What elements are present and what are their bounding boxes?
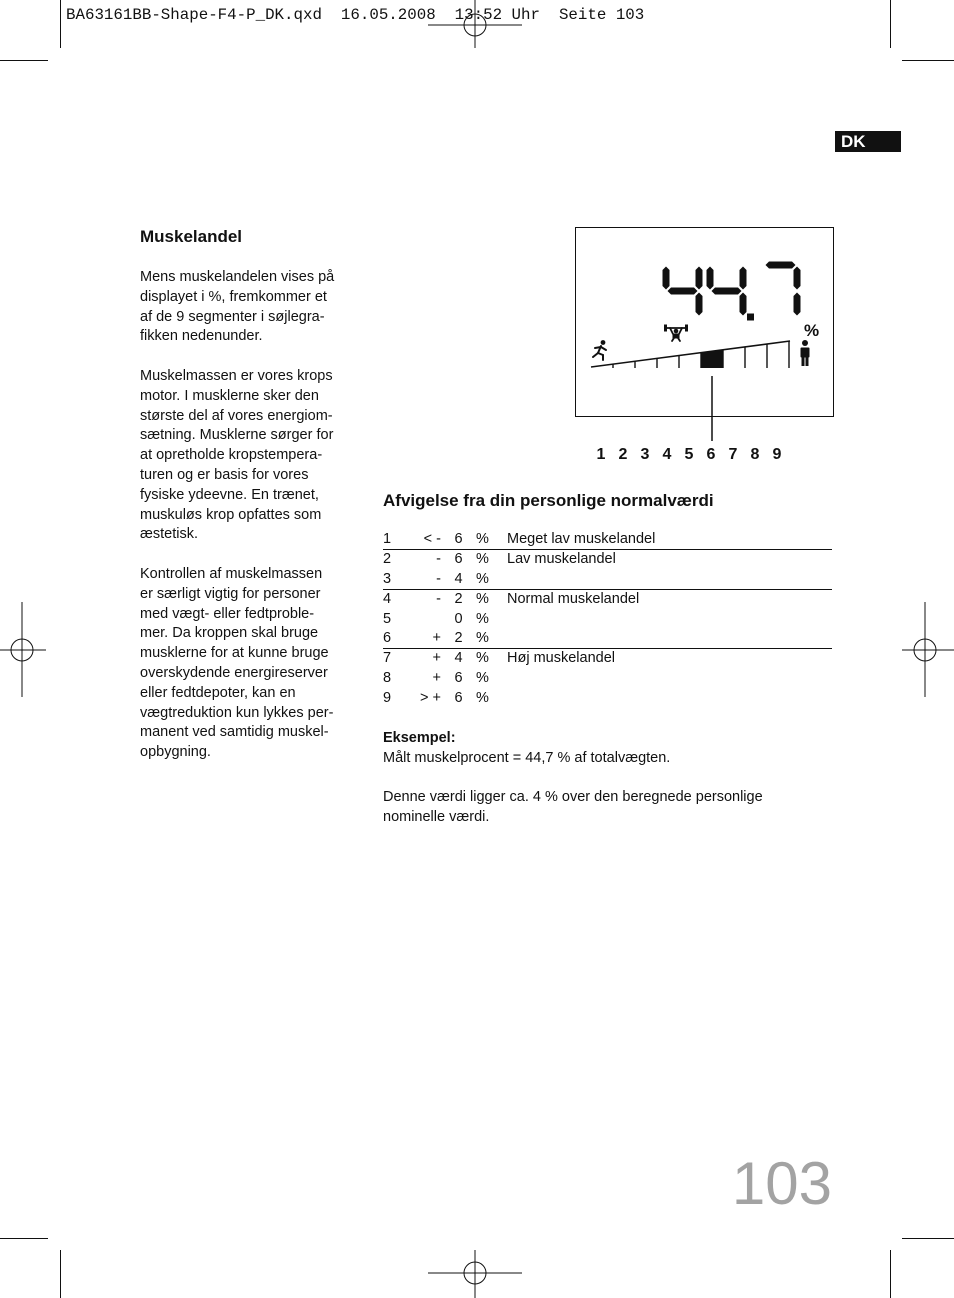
- category-label: Normal muskelandel: [507, 590, 640, 607]
- text-line: Mens muskelandelen vises på: [140, 269, 335, 285]
- deviation-value: 2: [454, 590, 463, 607]
- deviation-unit: %: [476, 670, 489, 687]
- scale-label: 5: [684, 446, 694, 463]
- text-line: overskydende energireserver: [140, 664, 328, 681]
- deviation-unit: %: [476, 570, 489, 587]
- lcd-segment: [712, 288, 742, 295]
- table-row: [383, 629, 832, 649]
- text-line: Kontrollen af muskelmassen: [140, 565, 323, 582]
- standing-person-icon: [801, 340, 810, 366]
- language-tab: DK: [835, 131, 901, 152]
- page-number: 103: [731, 1150, 832, 1217]
- example-paragraph: [383, 788, 832, 828]
- deviation-value: 6: [454, 670, 463, 687]
- scale-label: 9: [772, 446, 782, 463]
- lcd-unit: %: [804, 321, 820, 340]
- lcd-segment: [766, 262, 796, 269]
- body-paragraph: [140, 565, 360, 763]
- text-line: med vægt- eller fedtproble-: [140, 605, 315, 622]
- category-label: [507, 689, 832, 709]
- segment-number: 6: [383, 630, 392, 647]
- section-body: [140, 268, 360, 783]
- text-line: turen og er basis for vores: [140, 466, 309, 483]
- crop-mark-bottom-left: [0, 1239, 61, 1298]
- runner-icon: [593, 340, 606, 360]
- registration-mark-left: [0, 602, 46, 697]
- table-row: [383, 689, 832, 709]
- text-line: eller fedtdepoter, kan en: [140, 684, 296, 701]
- text-line: mer. Da kroppen skal bruge: [140, 625, 319, 642]
- segment-bar-graph: [591, 341, 790, 368]
- text-line: Muskelmassen er vores krops: [140, 367, 333, 384]
- deviation-sign: +: [432, 650, 441, 667]
- scale-label: 2: [618, 446, 628, 463]
- segment-scale-labels: [590, 445, 788, 465]
- deviation-sign: -: [436, 570, 441, 587]
- text-line: af de 9 segmenter i søjlegra-: [140, 308, 325, 325]
- deviation-sign: < -: [423, 531, 441, 547]
- lcd-segment: [794, 293, 801, 316]
- deviation-unit: %: [476, 690, 489, 707]
- category-label: Lav muskelandel: [507, 550, 616, 567]
- text-line: motor. I musklerne sker den: [140, 387, 319, 404]
- deviation-sign: +: [432, 670, 441, 687]
- text-line: opbygning.: [140, 744, 211, 761]
- scale-label: 3: [640, 446, 650, 463]
- text-line: displayet i %, fremkommer et: [140, 288, 327, 305]
- scale-label: 1: [596, 446, 606, 463]
- deviation-table: [383, 530, 832, 709]
- example-paragraph: [383, 749, 832, 769]
- deviation-sign: -: [436, 590, 441, 607]
- body-paragraph: [140, 268, 360, 347]
- registration-mark-bottom: [428, 1250, 522, 1298]
- text-line: muskuløs krop opfattes som: [140, 506, 322, 523]
- text-line: Denne værdi ligger ca. 4 % over den beregnede personlige: [383, 789, 763, 806]
- display-frame: [576, 228, 834, 417]
- text-line: musklerne for at kunne bruge: [140, 645, 329, 662]
- example-label: Eksempel:: [383, 730, 456, 746]
- deviation-unit: %: [476, 610, 489, 627]
- crop-mark-top-right: [891, 0, 954, 61]
- deviation-unit: %: [476, 550, 489, 567]
- deviation-unit: %: [476, 531, 489, 547]
- category-label: Meget lav muskelandel: [507, 531, 656, 547]
- example-block: [383, 729, 832, 848]
- crop-mark-bottom-right: [891, 1239, 954, 1298]
- category-label: Høj muskelandel: [507, 650, 615, 667]
- segment-number: 4: [383, 590, 392, 607]
- table-row: [383, 669, 832, 689]
- table-row: [383, 530, 832, 550]
- scale-label: 8: [750, 446, 760, 463]
- text-line: vægtreduktion kun lykkes per-: [140, 704, 334, 721]
- table-row: [383, 610, 832, 630]
- category-label: [507, 629, 832, 648]
- category-label: [507, 669, 832, 689]
- scale-display: [575, 227, 834, 449]
- lcd-segment: [740, 267, 747, 290]
- scale-label: 6: [706, 446, 716, 463]
- deviation-value: 6: [454, 690, 463, 707]
- table-heading: Afvigelse fra din personlige normalværdi: [383, 491, 714, 510]
- registration-mark-right: [902, 602, 954, 697]
- lcd-digit: [663, 267, 703, 316]
- text-line: fikken nedenunder.: [140, 328, 263, 345]
- active-segment: [701, 350, 723, 368]
- deviation-value: 6: [454, 531, 463, 547]
- lcd-segment: [663, 267, 670, 290]
- segment-number: 8: [383, 670, 392, 687]
- lcd-segment: [696, 267, 703, 290]
- lcd-digit: [707, 267, 747, 316]
- lcd-segment: [668, 288, 698, 295]
- table-row: [383, 590, 832, 610]
- weightlifter-icon: [664, 325, 688, 342]
- table-row: [383, 570, 832, 590]
- deviation-unit: %: [476, 590, 489, 607]
- lcd-segment: [740, 293, 747, 316]
- text-line: fysiske ydeevne. En trænet,: [140, 486, 319, 503]
- text-line: manent ved samtidig muskel-: [140, 724, 329, 741]
- table-row: [383, 649, 832, 669]
- deviation-sign: -: [436, 550, 441, 567]
- text-line: at opretholde kropstempera-: [140, 447, 323, 464]
- text-line: Målt muskelprocent = 44,7 % af totalvægten.: [383, 749, 671, 766]
- lcd-decimal-point: [747, 314, 754, 321]
- section-heading: Muskelandel: [140, 227, 243, 246]
- category-label: [507, 610, 832, 630]
- text-line: sætning. Musklerne sørger for: [140, 427, 334, 444]
- segment-number: 5: [383, 610, 392, 627]
- lcd-segment: [707, 267, 714, 290]
- text-line: nominelle værdi.: [383, 809, 490, 826]
- deviation-sign: [413, 610, 441, 630]
- segment-number: 2: [383, 550, 392, 567]
- segment-number: 1: [383, 531, 392, 547]
- lcd-segment: [696, 293, 703, 316]
- deviation-value: 6: [454, 550, 463, 567]
- deviation-value: 4: [454, 650, 463, 667]
- deviation-value: 4: [454, 570, 463, 587]
- lcd-digit: [766, 262, 801, 316]
- text-line: er særligt vigtig for personer: [140, 585, 321, 602]
- deviation-unit: %: [476, 650, 489, 667]
- print-slug-line: BA63161BB-Shape-F4-P_DK.qxd 16.05.2008 13:52 Uhr Seite 103: [66, 6, 645, 24]
- scale-label: 7: [728, 446, 738, 463]
- scale-label: 4: [662, 446, 672, 463]
- bar-graph-top-edge: [591, 341, 790, 367]
- table-row: [383, 550, 832, 570]
- deviation-sign: +: [432, 630, 441, 647]
- deviation-sign: > +: [420, 690, 441, 707]
- lcd-segment: [794, 267, 801, 290]
- deviation-value: 2: [454, 630, 463, 647]
- deviation-unit: %: [476, 630, 489, 647]
- category-label: [507, 570, 832, 589]
- text-line: største del af vores energiom-: [140, 407, 333, 424]
- segment-number: 7: [383, 650, 392, 667]
- segment-number: 3: [383, 570, 392, 587]
- segment-number: 9: [383, 690, 392, 707]
- lcd-reading: [663, 262, 801, 321]
- deviation-value: 0: [454, 610, 463, 627]
- crop-mark-top-left: [0, 0, 61, 61]
- text-line: æstetisk.: [140, 526, 199, 543]
- body-paragraph: [140, 367, 360, 545]
